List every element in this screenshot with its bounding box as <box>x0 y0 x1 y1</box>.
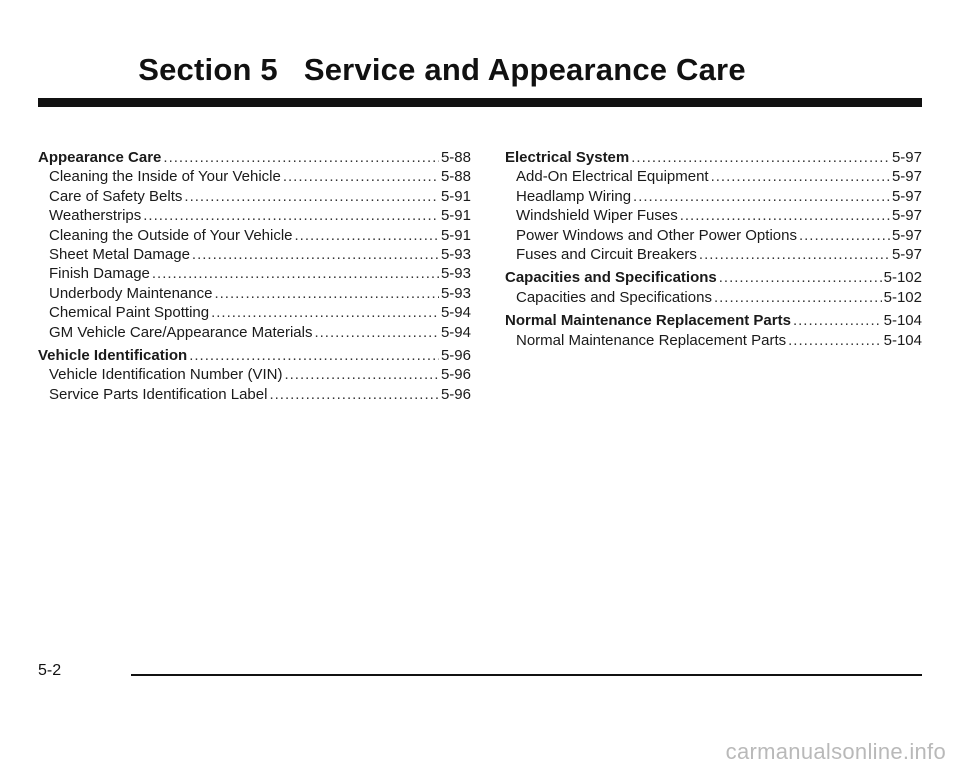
dot-leader <box>192 245 439 264</box>
dot-leader <box>799 226 890 245</box>
toc-entry-page: 5-102 <box>883 288 922 306</box>
dot-leader <box>699 245 890 264</box>
toc-entry-title: Vehicle Identification <box>38 347 188 365</box>
toc-entry <box>38 323 471 342</box>
toc-entry-title: Electrical System <box>505 149 630 166</box>
toc-entry-page: 5-93 <box>440 265 471 283</box>
toc-entry-title: Cleaning the Outside of Your Vehicle <box>49 226 293 244</box>
toc-entry-title: Appearance Care <box>38 149 162 166</box>
toc-entry <box>505 245 922 264</box>
toc-entry-title: Normal Maintenance Replacement Parts <box>516 331 787 349</box>
dot-leader <box>283 167 439 186</box>
toc-entry <box>38 245 471 264</box>
toc-entry-page: 5-88 <box>440 149 471 166</box>
toc-entry-title: GM Vehicle Care/Appearance Materials <box>49 323 313 341</box>
toc-entry-title: Vehicle Identification Number (VIN) <box>49 366 283 384</box>
toc-entry-page: 5-97 <box>891 246 922 264</box>
toc-entry-page: 5-97 <box>891 226 922 244</box>
dot-leader <box>314 323 439 342</box>
toc-entry-page: 5-91 <box>440 207 471 225</box>
toc-section-entry <box>38 148 471 167</box>
toc-entry-page: 5-104 <box>883 331 922 349</box>
toc-entry-page: 5-97 <box>891 207 922 225</box>
toc-entry <box>38 385 471 404</box>
toc-entry <box>38 303 471 322</box>
dot-leader <box>143 206 439 225</box>
toc-entry-title: Capacities and Specifications <box>516 288 712 306</box>
toc-section-entry <box>505 268 922 287</box>
toc-entry-page: 5-94 <box>440 323 471 341</box>
toc-entry-page: 5-93 <box>440 246 471 264</box>
toc-section-entry <box>505 148 922 167</box>
toc-entry-title: Normal Maintenance Replacement Parts <box>505 312 791 330</box>
toc-entry-title: Windshield Wiper Fuses <box>516 207 678 225</box>
section-title: Service and Appearance Care <box>303 52 746 87</box>
dot-leader <box>284 365 439 384</box>
dot-leader <box>714 288 882 307</box>
toc-section-entry <box>505 311 922 330</box>
toc-entry-page: 5-96 <box>440 347 471 365</box>
toc-entry-title: Service Parts Identification Label <box>49 385 268 403</box>
toc-entry-page: 5-97 <box>891 187 922 205</box>
toc-entry <box>38 365 471 384</box>
toc-entry-title: Fuses and Circuit Breakers <box>516 246 697 264</box>
dot-leader <box>211 303 439 322</box>
toc-entry-title: Underbody Maintenance <box>49 284 213 302</box>
dot-leader <box>295 226 439 245</box>
toc-left-column <box>38 148 471 404</box>
section-label: Section 5 <box>138 52 278 87</box>
section-heading <box>0 52 884 88</box>
dot-leader <box>152 264 439 283</box>
dot-leader <box>680 206 890 225</box>
toc-entry-page: 5-93 <box>440 284 471 302</box>
dot-leader <box>189 346 439 365</box>
dot-leader <box>631 148 890 167</box>
dot-leader <box>793 311 882 330</box>
dot-leader <box>633 187 890 206</box>
toc-entry-title: Weatherstrips <box>49 207 142 225</box>
toc-entry-page: 5-88 <box>440 168 471 186</box>
toc-entry-title: Capacities and Specifications <box>505 269 717 287</box>
toc-entry-page: 5-97 <box>891 149 922 166</box>
dot-leader <box>163 148 439 167</box>
dot-leader <box>711 167 890 186</box>
dot-leader <box>184 187 439 206</box>
toc-entry-title: Add-On Electrical Equipment <box>516 168 709 186</box>
toc-entry <box>38 226 471 245</box>
toc-entry-page: 5-102 <box>883 269 922 287</box>
toc-entry-title: Cleaning the Inside of Your Vehicle <box>49 168 281 186</box>
toc-entry <box>38 284 471 303</box>
toc-entry <box>38 206 471 225</box>
toc-entry <box>505 226 922 245</box>
toc-section-entry <box>38 346 471 365</box>
dot-leader <box>719 268 882 287</box>
toc-entry-title: Headlamp Wiring <box>516 187 632 205</box>
dot-leader <box>214 284 439 303</box>
toc-entry <box>505 167 922 186</box>
toc-entry-page: 5-91 <box>440 187 471 205</box>
toc-entry-page: 5-104 <box>883 312 922 330</box>
page-number: 5-2 <box>38 662 62 679</box>
toc-entry-page: 5-96 <box>440 385 471 403</box>
footer-rule <box>131 674 922 676</box>
toc-entry-title: Sheet Metal Damage <box>49 246 190 264</box>
toc-entry <box>38 167 471 186</box>
title-rule <box>38 98 922 107</box>
dot-leader <box>269 385 439 404</box>
toc-entry <box>505 206 922 225</box>
toc-entry <box>505 331 922 350</box>
dot-leader <box>788 331 882 350</box>
toc-entry-title: Chemical Paint Spotting <box>49 304 210 322</box>
toc-entry-page: 5-94 <box>440 304 471 322</box>
toc-entry-page: 5-97 <box>891 168 922 186</box>
toc-entry-title: Finish Damage <box>49 265 150 283</box>
toc-entry <box>38 187 471 206</box>
toc-entry <box>505 187 922 206</box>
toc-entry <box>38 264 471 283</box>
toc-entry-page: 5-91 <box>440 226 471 244</box>
toc-entry-page: 5-96 <box>440 366 471 384</box>
toc-entry <box>505 288 922 307</box>
watermark: carmanualsonline.info <box>725 739 946 764</box>
toc-entry-title: Power Windows and Other Power Options <box>516 226 797 244</box>
toc-entry-title: Care of Safety Belts <box>49 187 183 205</box>
toc-right-column <box>505 148 922 350</box>
